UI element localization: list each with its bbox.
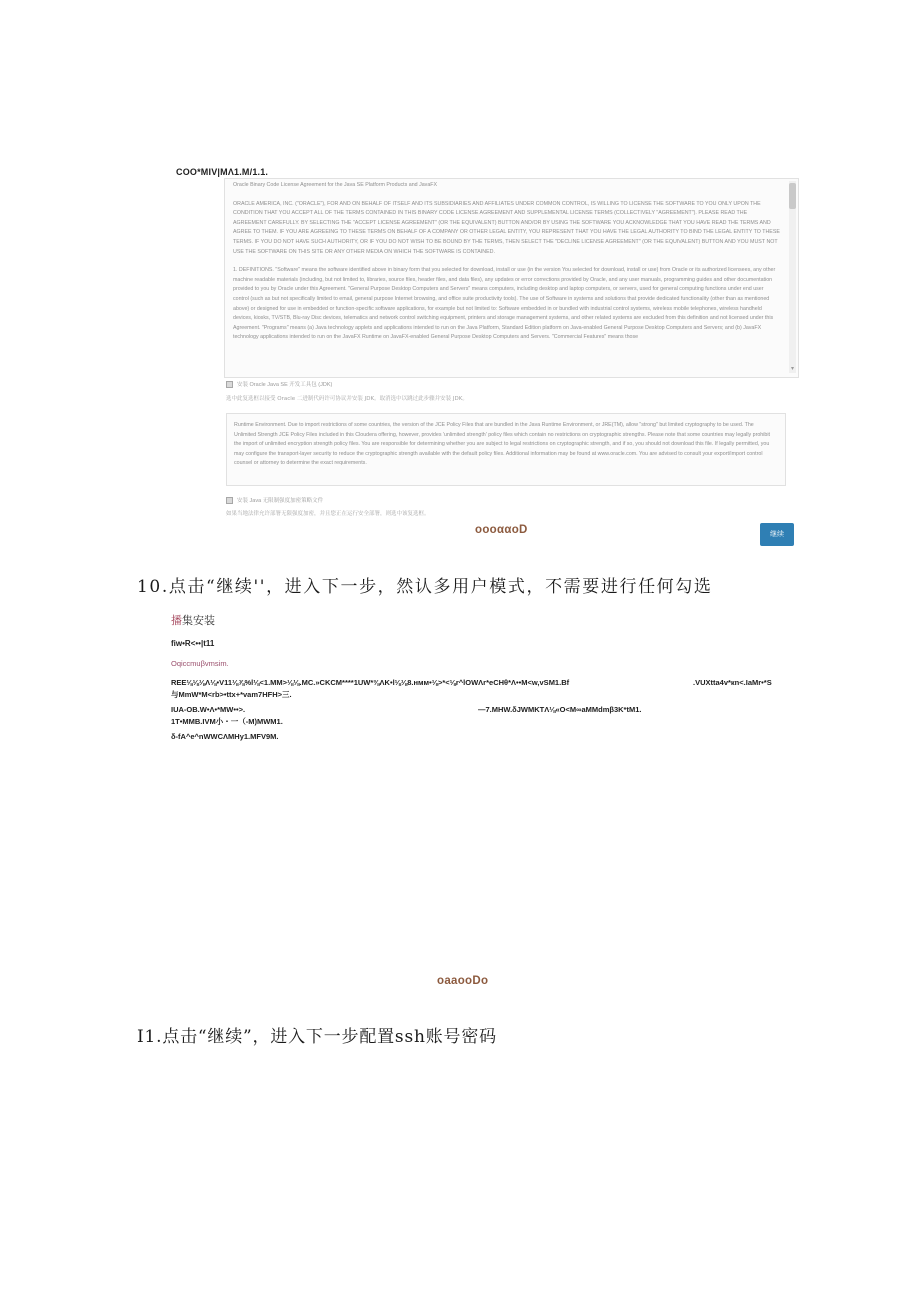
description-line-3a: IUA-OB.W•Λ•*MW••>. [171,705,246,714]
description-line-1b: .VUXtta4v*кn<.IaMr•*S [693,678,772,687]
install-jce-label: 安装 Java 无限制强度加密策略文件 [237,498,324,504]
continue-button[interactable]: 继续 [760,523,794,546]
step-11-text: I1.点击“继续”，进入下一步配置ssh账号密码 [137,1027,497,1047]
description-line-4: 1T•MMB.IVM小・一（-M)MWM1. [171,717,283,726]
description-line-2: 与MmW*M<rb>•ttx+*vam7HFH>三. [171,690,292,699]
license-text-box[interactable] [224,178,799,378]
checkbox-icon[interactable] [226,381,233,388]
install-jdk-label: 安装 Oracle Java SE 开发工具包 (JDK) [237,382,333,388]
install-jce-note: 如果当地法律允许部署无限强度加密，并且您正在运行安全部署，则选中该复选框。 [226,511,430,517]
description-line-1a: REE⅛⅛⅛Λ⅛•V11⅛⅞%l⅛<1.MM>⅛⅛.MC.»CKCM****1UW*⅜ΛK•l⅛⅛8.ʜᴍᴍ•⅛>*<⅛r^lOWΛr*eCHθ*Λ••M<w,vSM1.Bf [171,678,570,687]
scroll-down-arrow-icon[interactable]: ▾ [790,365,794,372]
description-line-3b: —7.MHW.δJWMKTΛ⅛«O<M∞aMMdmβ3K*tM1. [478,705,642,714]
scrollbar-thumb[interactable] [789,183,796,209]
license-paragraph: 1. DEFINITIONS. "Software" means the software identified above in binary form that you selected for download, install or use (in the version You selected for download, install or use) from Oracle or its authorized licensees, any other machine readable materials (including, but not limited to, libraries, source files, header files, and data files), any updates or error corrections provided by Oracle, and any user manuals, programming guides and other documentation provided to you by Oracle under this Agreement. "General Purpose Desktop Computers and Servers" means computers, including desktop and laptop computers, or servers, used for general computing functions under end user control (such as but not specifically limited to email, general purpose Internet browsing, and office suite productivity tools). The use of Software in systems and solutions that provide dedicated functionality (other than as mentioned above) or designed for use in embedded or function-specific software applications, for example but not limited to: Software embedded in or bundled with industrial control systems, wireless mobile telephones, wireless handheld devices, kiosks, TV/STB, Blu-ray Disc devices, telematics and network control switching equipment, printers and storage management systems, and other related systems are excluded from this definition and not licensed under this Agreement. "Programs" means (a) Java technology applets and applications intended to run on the Java Platform, Standard Edition platform on Java-enabled General Purpose Desktop Computers and Servers; and (b) JavaFX technology applications intended to run on the JavaFX Runtime on JavaFX-enabled General Purpose Desktop Computers and Servers. "Commercial Features" means those [233,267,776,341]
figure-caption: oooααoD [475,524,528,536]
license-title: Oracle Binary Code License Agreement for the Java SE Platform Products and JavaFX [233,182,438,188]
title-text: 集安装 [182,614,215,627]
screenshot-header: COO*MIV|MΛ1.M/1.1. [176,167,269,177]
figure-caption: oaaooDo [437,975,489,987]
help-link[interactable]: Oqiccmuβvmsim. [171,659,229,668]
policy-license-text: Runtime Environment. Due to import restrictions of some countries, the version of the JCE Policy Files that are bundled in the Java Runtime Environment, or JRE(TM), allow "strong" but limited cryptography to be used. The Unlimited Strength JCE Policy Files included in this Cloudera offering, however, provides 'unlimited strength' policy files which contain no restrictions on cryptographic strengths. Please note that some countries may legally prohibit the import of unlimited encryption strength policy files. You are responsible for determining whether you are subject to legal restrictions on cryptographic strength, and if so, you should not download this file. If legally permitted, you may configure the transport-layer security to reduce the cryptographic strength available with the default policy files. Additional information may be found at www.oracle.com. You are advised to consult your export/import control counsel or attorney to determine the exact requirements. [234,422,770,467]
description-line-5: δ-fA^e^nWWCΛMHy1.MFV9M. [171,732,279,741]
license-scrollbar[interactable] [789,181,796,373]
install-jdk-note: 选中此复选框以接受 Oracle 二进制代码许可协议并安装 JDK。取消选中以跳过此步骤并安装 JDK。 [226,396,468,402]
install-jce-checkbox-row[interactable] [226,496,323,504]
checkbox-icon[interactable] [226,497,233,504]
license-paragraph: ORACLE AMERICA, INC. ("ORACLE"), FOR AND ON BEHALF OF ITSELF AND ITS SUBSIDIARIES AND AFFILIATES UNDER COMMON CONTROL, IS WILLING TO LICENSE THE SOFTWARE TO YOU ONLY UPON THE CONDITION THAT YOU ACCEPT ALL OF THE TERMS CONTAINED IN THIS BINARY CODE LICENSE AGREEMENT AND SUPPLEMENTAL LICENSE TERMS (COLLECTIVELY "AGREEMENT"). PLEASE READ THE AGREEMENT CAREFULLY. BY SELECTING THE "ACCEPT LICENSE AGREEMENT" (OR THE EQUIVALENT) BUTTON AND/OR BY USING THE SOFTWARE YOU ACKNOWLEDGE THAT YOU HAVE READ THE TERMS AND AGREE TO THEM. IF YOU ARE AGREEING TO THESE TERMS ON BEHALF OF A COMPANY OR OTHER LEGAL ENTITY, YOU REPRESENT THAT YOU HAVE THE LEGAL AUTHORITY TO BIND THE LEGAL ENTITY TO THESE TERMS. IF YOU DO NOT HAVE SUCH AUTHORITY, OR IF YOU DO NOT WISH TO BE BOUND BY THE TERMS, THEN SELECT THE "DECLINE LICENSE AGREEMENT" (OR THE EQUIVALENT) BUTTON AND YOU MUST NOT USE THE SOFTWARE ON THIS SITE OR ANY OTHER MEDIA ON WHICH THE SOFTWARE IS CONTAINED. [233,200,780,255]
cluster-install-title [171,612,215,628]
policy-license-text-box[interactable] [226,413,786,486]
step-10-text: 10.点击“继续''，进入下一步，然认多用户模式，不需要进行任何勾选 [137,577,713,597]
cluster-install-subtitle: fiw•R<••|t11 [171,639,215,648]
install-jdk-checkbox-row[interactable] [226,380,332,388]
title-mark: 播 [171,614,182,627]
